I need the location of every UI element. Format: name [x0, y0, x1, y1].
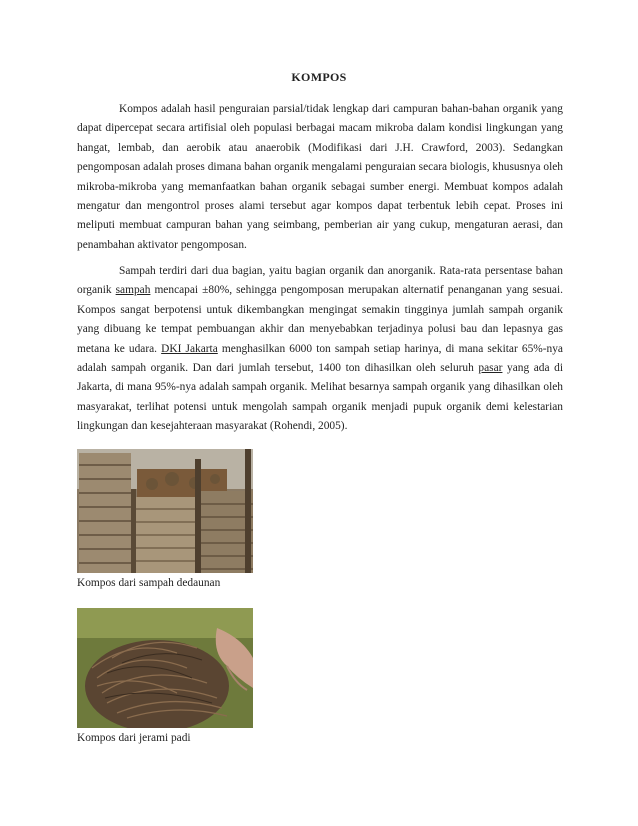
- paragraph-kompos-definition: [77, 100, 563, 255]
- link-sampah[interactable]: sampah: [115, 284, 151, 297]
- compost-bin-photo: [77, 449, 253, 573]
- paragraph-1-text: Kompos adalah hasil penguraian parsial/tidak lengkap dari campuran bahan-bahan organik yang dapat dipercepat secara artifisial oleh populasi berbagai macam mikroba dalam kondisi lingkungan yang hangat, lembab, dan aerobik atau anaerobik (Modifikasi dari J.H. Crawford, 2003). Sedangkan pengomposan adalah proses dimana bahan organik mengalami penguraian secara biologis, khususnya oleh mikroba-mikroba yang memanfaatkan bahan organik sebagai sumber energi. Membuat kompos adalah mengatur dan mengontrol proses alami tersebut agar kompos dapat terbentuk lebih cepat. Proses ini meliputi membuat campuran bahan yang seimbang, pemberian air yang cukup, mengaturan aerasi, dan penambahan aktivator pengomposan.: [77, 103, 563, 251]
- figure-2-caption: Kompos dari jerami padi: [77, 732, 191, 744]
- document-title: KOMPOS: [291, 70, 347, 84]
- paragraph-2-text-c: menghasilkan 6000 ton sampah setiap harinya, di mana sekitar 65%-nya adalah sampah organik. Dan dari jumlah tersebut, 1400 ton dihasilkan oleh seluruh: [77, 342, 563, 375]
- paragraph-2-text-b: mencapai ±80%, sehingga pengomposan merupakan alternatif penanganan yang sesuai. Kompos sangat berpotensi untuk dikembangkan mengingat semakin tingginya jumlah sampah organik yang dibuang ke tempat pembuangan akhir dan menyebabkan terjadinya polusi bau dan lepasnya gas metana ke udara.: [77, 284, 564, 355]
- link-dki-jakarta[interactable]: DKI Jakarta: [161, 342, 218, 355]
- paragraph-sampah: [77, 262, 563, 437]
- link-pasar[interactable]: pasar: [478, 362, 503, 375]
- paragraph-2-text-a: Sampah terdiri dari dua bagian, yaitu bagian organik dan anorganik. Rata-rata persentase bahan organik: [77, 265, 563, 297]
- rice-straw-compost-photo: [77, 608, 253, 728]
- figure-1-caption: Kompos dari sampah dedaunan: [77, 577, 221, 589]
- paragraph-2-text-d: yang ada di Jakarta, di mana 95%-nya adalah sampah organik. Melihat besarnya sampah organik yang dihasilkan oleh masyarakat, terlihat potensi untuk mengolah sampah organik menjadi pupuk organik demi kelestarian lingkungan dan kesejahteraan masyarakat (Rohendi, 2005).: [77, 362, 563, 433]
